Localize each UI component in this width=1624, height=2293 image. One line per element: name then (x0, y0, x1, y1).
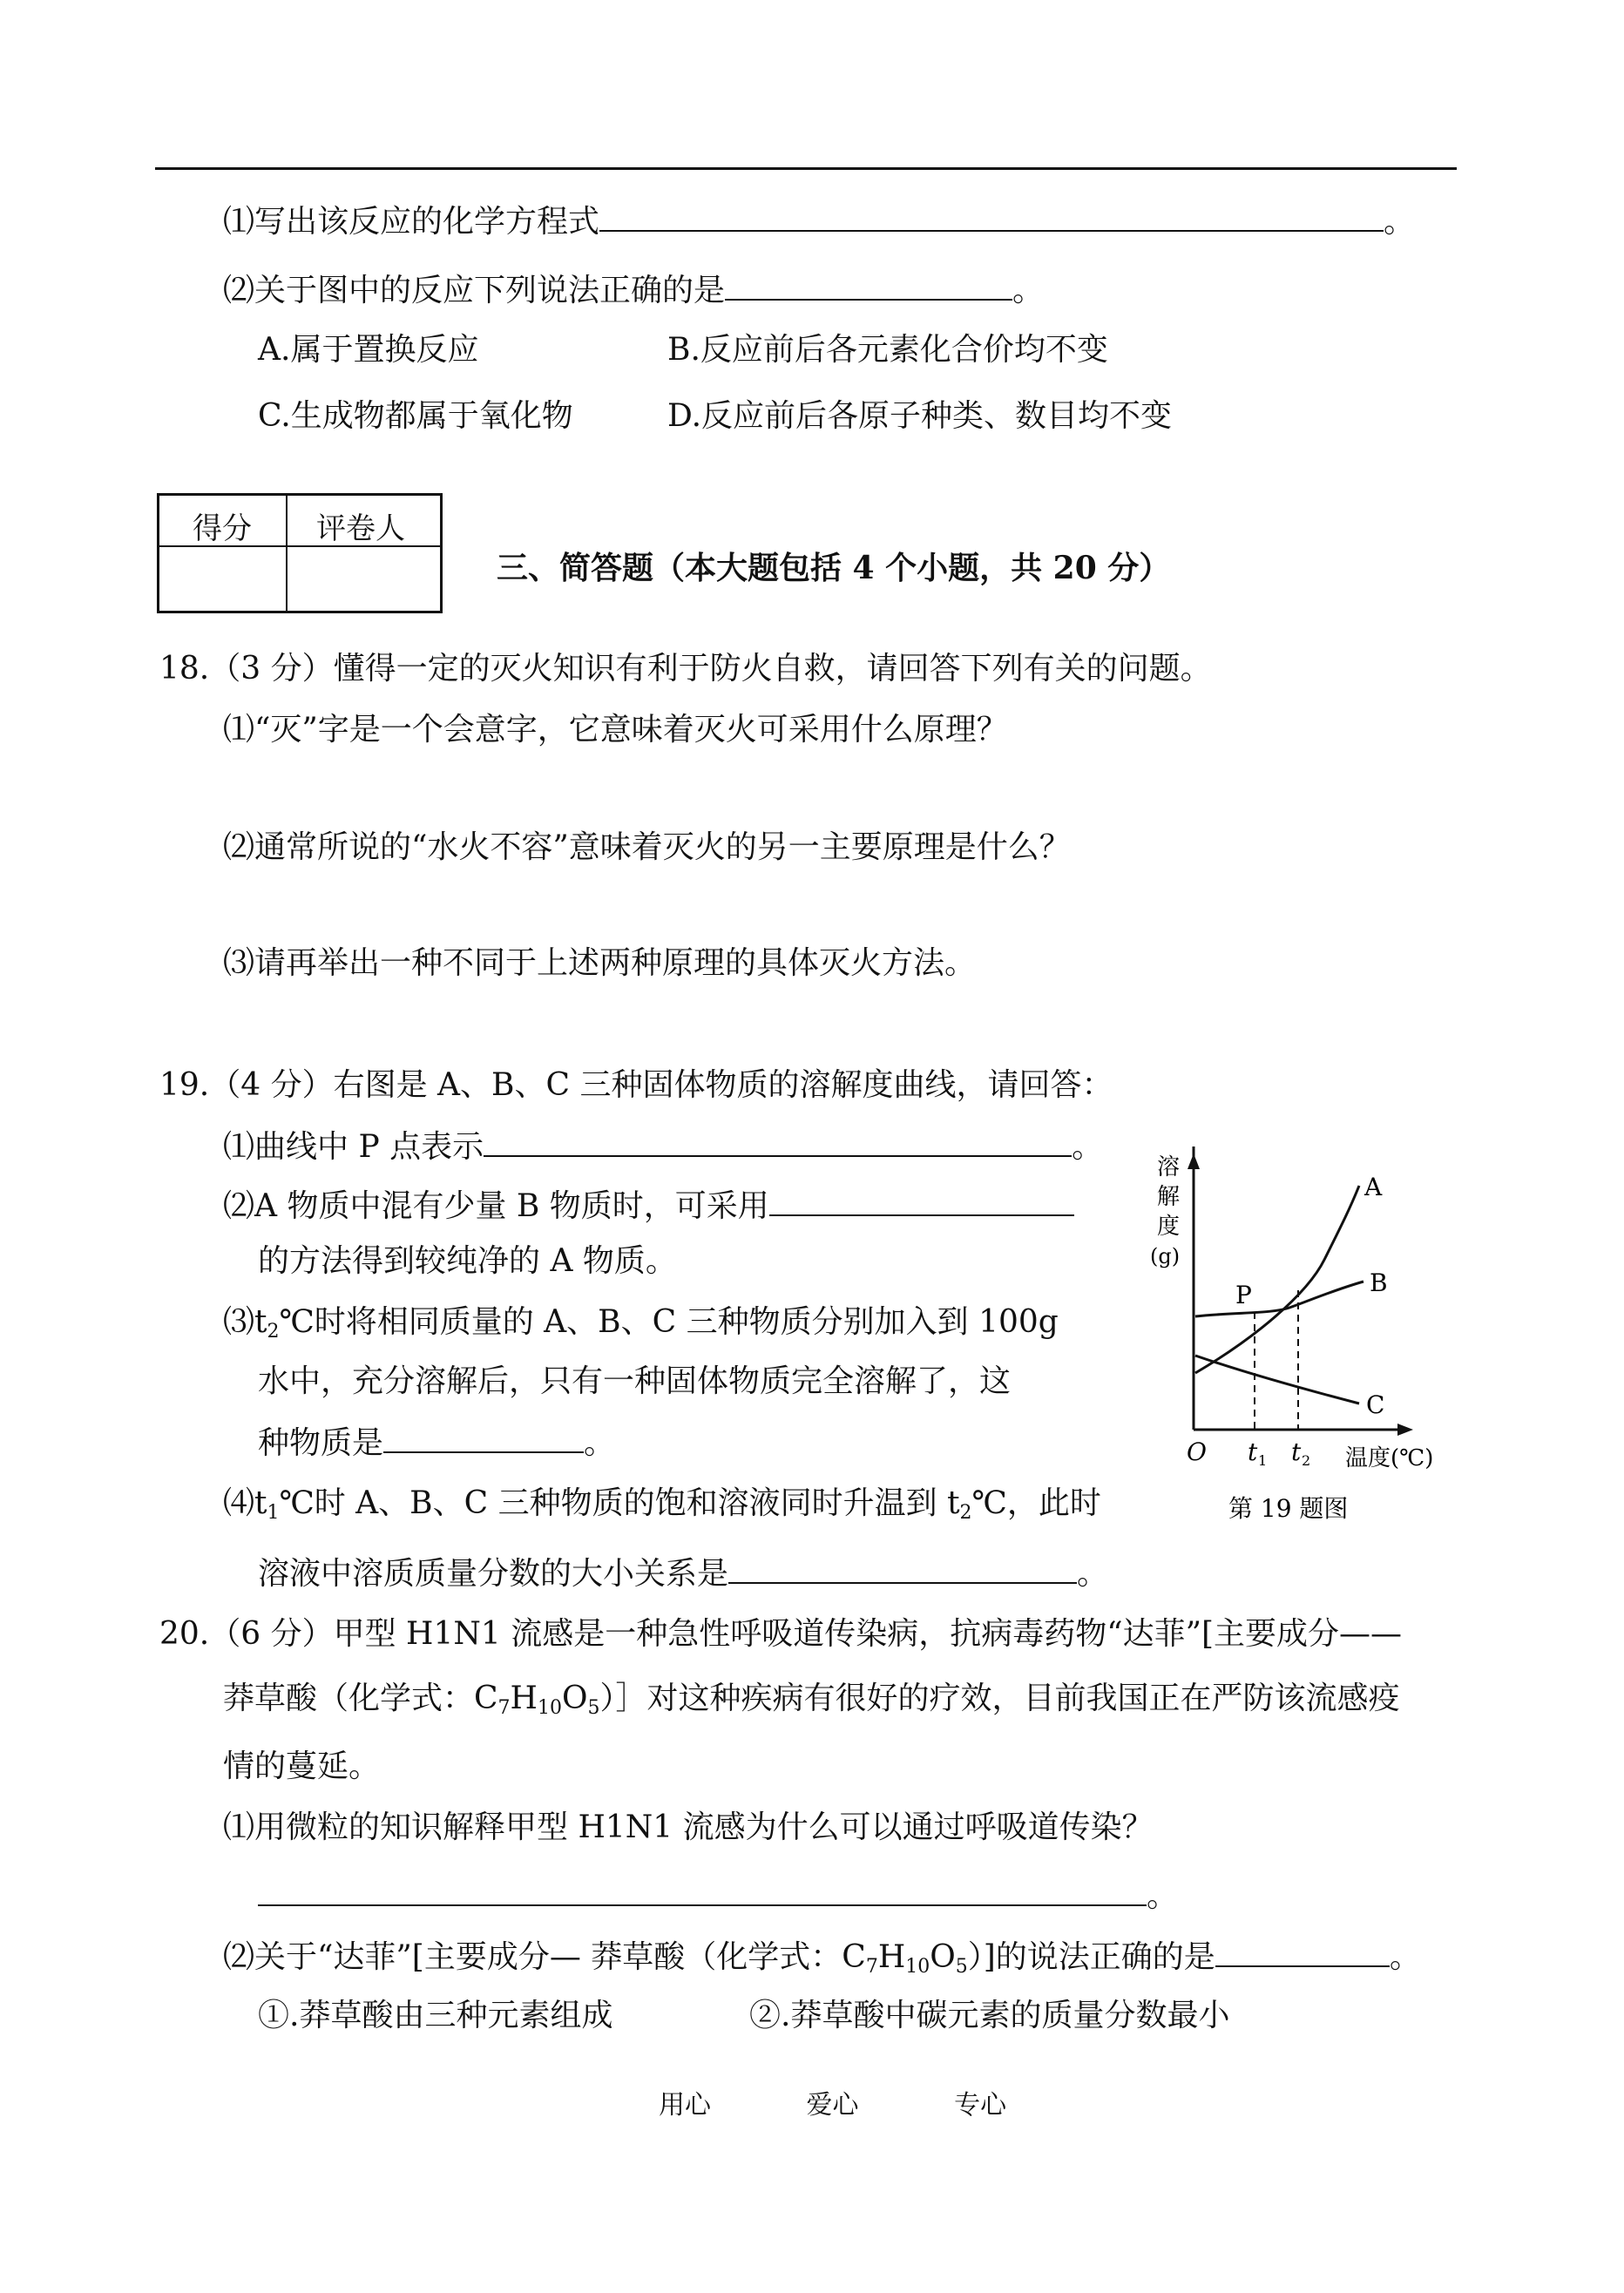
q19-part3a: $⑶t_2℃$时将相同质量的 A、B、C 三种物质分别加入到 100g (223, 1304, 1059, 1343)
header-rule (155, 167, 1457, 170)
q18-part1: ⑴“灭”字是一个会意字，它意味着灭火可采用什么原理？ (223, 712, 1008, 747)
q19-part1: ⑴曲线中 P 点表示 。 (223, 1129, 1104, 1165)
answer-blank[interactable] (484, 1129, 1072, 1157)
answer-blank[interactable] (258, 1878, 1147, 1906)
curve-b (1195, 1282, 1363, 1316)
q19-part4a: $⑷t_1℃$时 A、B、C 三种物质的饱和溶液同时升温到 $t_2℃$，此时 (223, 1485, 1101, 1524)
t1-label: t (1248, 1437, 1258, 1466)
curve-a (1195, 1186, 1359, 1373)
q19-part3c: 种物质是 。 (258, 1425, 616, 1461)
q20-stem-line2: 莽草酸（化学式：$C_7H_{10}O_5)]$对这种疾病有很好的疗效，目前我国正在严防该流感疫 (223, 1681, 1400, 1719)
answer-blank[interactable] (728, 1556, 1077, 1584)
footer-word-2: 爱心 (806, 2090, 859, 2121)
q17-option-c: C.生成物都属于氧化物 (258, 398, 573, 434)
curve-c (1195, 1356, 1359, 1404)
q18-part2: ⑵通常所说的“水火不容”意味着灭火的另一主要原理是什么？ (223, 829, 1071, 865)
q18-stem: 18.（3 分）懂得一定的灭火知识有利于防火自救，请回答下列有关的问题。 (159, 651, 1212, 687)
curve-a-label: A (1364, 1173, 1383, 1201)
curve-b-label: B (1370, 1268, 1388, 1297)
t2-sub: 2 (1302, 1452, 1311, 1469)
score-label: 得分 (193, 511, 252, 546)
q17-part2: ⑵关于图中的反应下列说法正确的是 。 (223, 273, 1045, 308)
q19-part3b: 水中，充分溶解后，只有一种固体物质完全溶解了，这 (258, 1363, 1012, 1399)
grader-label: 评卷人 (316, 511, 405, 546)
score-table (157, 493, 443, 613)
y-axis-arrow-icon (1188, 1153, 1200, 1169)
answer-blank[interactable] (769, 1188, 1074, 1216)
q20-part1: ⑴用微粒的知识解释甲型 H1N1 流感为什么可以通过呼吸道传染？ (223, 1809, 1154, 1845)
q20-stem-line1: 20.（6 分）甲型 H1N1 流感是一种急性呼吸道传染病，抗病毒药物“达菲”[主要成分—— (159, 1616, 1403, 1652)
q20-part1-answer: 。 (258, 1878, 1178, 1912)
q19-part4b: 溶液中溶质质量分数的大小关系是 。 (258, 1556, 1109, 1592)
y-label-4: (g) (1150, 1244, 1181, 1268)
y-label-3: 度 (1157, 1214, 1181, 1240)
q19-stem: 19.（4 分）右图是 A、B、C 三种固体物质的溶解度曲线，请回答： (159, 1067, 1113, 1103)
q18-part3: ⑶请再举出一种不同于上述两种原理的具体灭火方法。 (223, 945, 977, 981)
point-p-label: P (1235, 1281, 1252, 1309)
section-title: 三、简答题（本大题包括 4 个小题，共 20 分） (497, 550, 1171, 586)
q20-part2: ⑵关于“达菲”[主要成分— 莽草酸（化学式：$C_7H_{10}O_5$）]的说法正确的是 。 (223, 1939, 1421, 1978)
origin-label: O (1187, 1437, 1207, 1466)
answer-blank[interactable] (599, 204, 1384, 232)
q17-option-d: D.反应前后各原子种类、数目均不变 (667, 398, 1173, 434)
solubility-figure (1141, 1146, 1472, 1521)
q17-option-b: B.反应前后各元素化合价均不变 (667, 332, 1108, 368)
q17-option-a: A.属于置换反应 (258, 332, 479, 368)
x-axis-arrow-icon (1397, 1424, 1413, 1436)
t2-label: t (1291, 1437, 1302, 1466)
figure-caption: 第 19 题图 (1228, 1494, 1349, 1521)
q20-option-1: ①.莽草酸由三种元素组成 (258, 1998, 613, 2033)
q20-stem-line3: 情的蔓延。 (223, 1748, 381, 1784)
footer-word-3: 专心 (954, 2090, 1007, 2121)
answer-blank[interactable] (725, 273, 1012, 301)
q20-option-2: ②.莽草酸中碳元素的质量分数最小 (749, 1998, 1230, 2033)
footer-word-1: 用心 (659, 2090, 711, 2121)
y-label-1: 溶 (1157, 1154, 1181, 1180)
y-label-2: 解 (1157, 1184, 1181, 1210)
q17-part1: ⑴写出该反应的化学方程式 。 (223, 204, 1416, 240)
t1-sub: 1 (1258, 1452, 1268, 1469)
curve-c-label: C (1366, 1390, 1385, 1419)
q19-part2b: 的方法得到较纯净的 A 物质。 (258, 1243, 677, 1279)
page-footer (659, 2090, 1093, 2121)
answer-blank[interactable] (383, 1425, 584, 1453)
q19-part2a: ⑵A 物质中混有少量 B 物质时，可采用 (223, 1188, 1074, 1222)
x-axis-label: 温度(℃) (1345, 1445, 1434, 1471)
answer-blank[interactable] (1215, 1939, 1390, 1967)
